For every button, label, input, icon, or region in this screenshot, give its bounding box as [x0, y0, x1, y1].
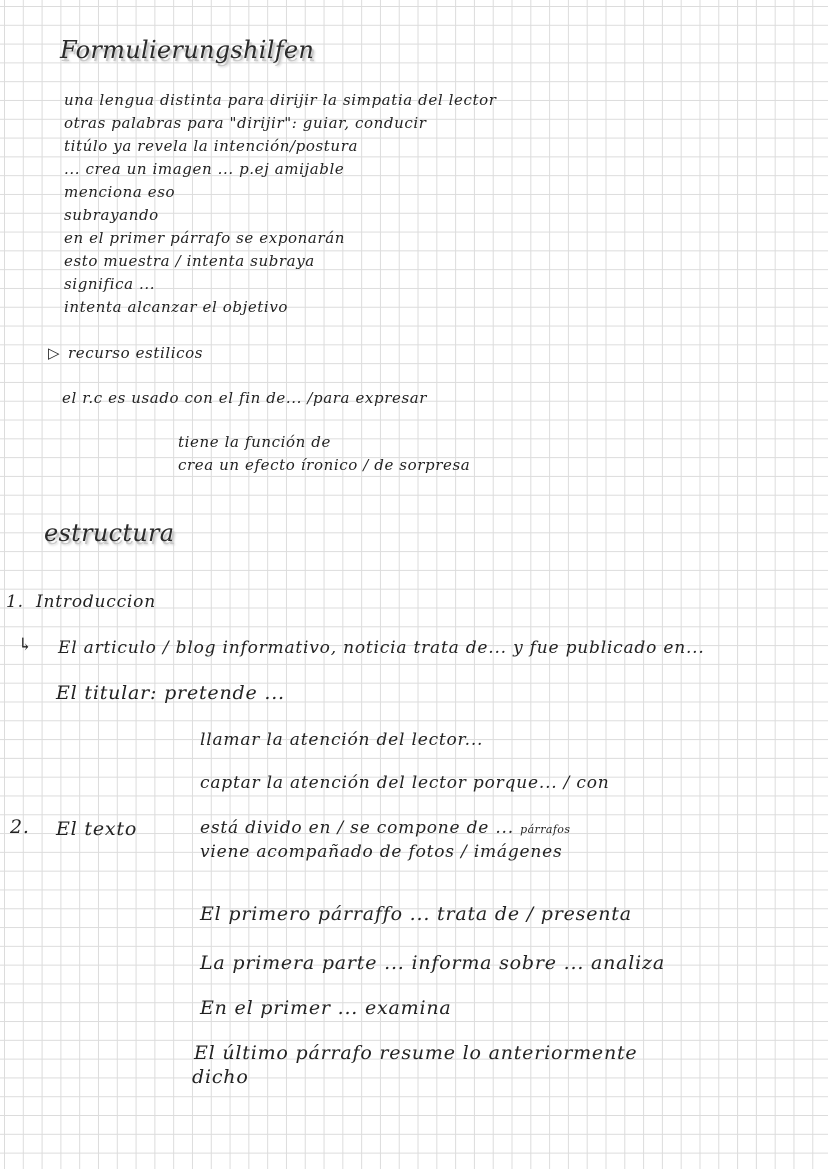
phrase-line: una lengua distinta para dirijir la simpatia del lector: [64, 91, 497, 109]
intro-line: El articulo / blog informativo, noticia trata de... y fue publicado en...: [58, 638, 705, 658]
rc-sub-line: crea un efecto íronico / de sorpresa: [178, 456, 471, 474]
phrase-line: subrayando: [64, 206, 159, 224]
texto-phrase: La primera parte ... informa sobre ... analiza: [200, 952, 665, 974]
phrase-line: intenta alcanzar el objetivo: [64, 298, 289, 316]
titular-label: El titular: pretende ...: [56, 682, 285, 704]
texto-phrase: En el primer ... examina: [200, 997, 452, 1019]
titular-sub-line: captar la atención del lector porque... / con: [200, 773, 610, 793]
texto-phrase: El último párrafo resume lo anteriormente: [194, 1042, 638, 1064]
item-title-texto: El texto: [56, 818, 138, 840]
texto-line: viene acompañado de fotos / imágenes: [200, 842, 563, 862]
arrow-return-icon: ↳: [18, 635, 34, 655]
phrase-line: otras palabras para "dirijir": guiar, conducir: [64, 114, 427, 132]
phrase-line: titúlo ya revela la intención/postura: [64, 137, 359, 155]
phrase-line: ... crea un imagen ... p.ej amijable: [64, 160, 345, 178]
phrase-line: significa ...: [64, 275, 156, 293]
phrase-line: menciona eso: [64, 183, 176, 201]
texto-phrase: dicho: [192, 1066, 249, 1088]
texto-line-main: está divido en / se compone de ...: [200, 818, 514, 838]
recursos-label: recurso estilicos: [68, 344, 204, 362]
texto-line: [200, 820, 570, 837]
texto-phrase: El primero párraffo ... trata de / presenta: [200, 903, 632, 925]
rc-line: el r.c es usado con el fin de... /para expresar: [62, 389, 428, 407]
item-title-introduccion: Introduccion: [36, 592, 156, 612]
arrow-icon: ▷: [48, 344, 61, 362]
titular-sub-line: llamar la atención del lector...: [200, 730, 484, 750]
phrase-line: en el primer párrafo se exponarán: [64, 229, 346, 247]
item-number: 2.: [10, 816, 30, 838]
rc-sub-line: tiene la función de: [178, 433, 331, 451]
phrase-line: esto muestra / intenta subraya: [64, 252, 315, 270]
section-heading-estructura: estructura: [44, 519, 175, 547]
section-heading-formulierungshilfen: Formulierungshilfen: [60, 36, 315, 64]
texto-line-small: párrafos: [520, 823, 571, 836]
item-number: 1.: [6, 592, 24, 612]
